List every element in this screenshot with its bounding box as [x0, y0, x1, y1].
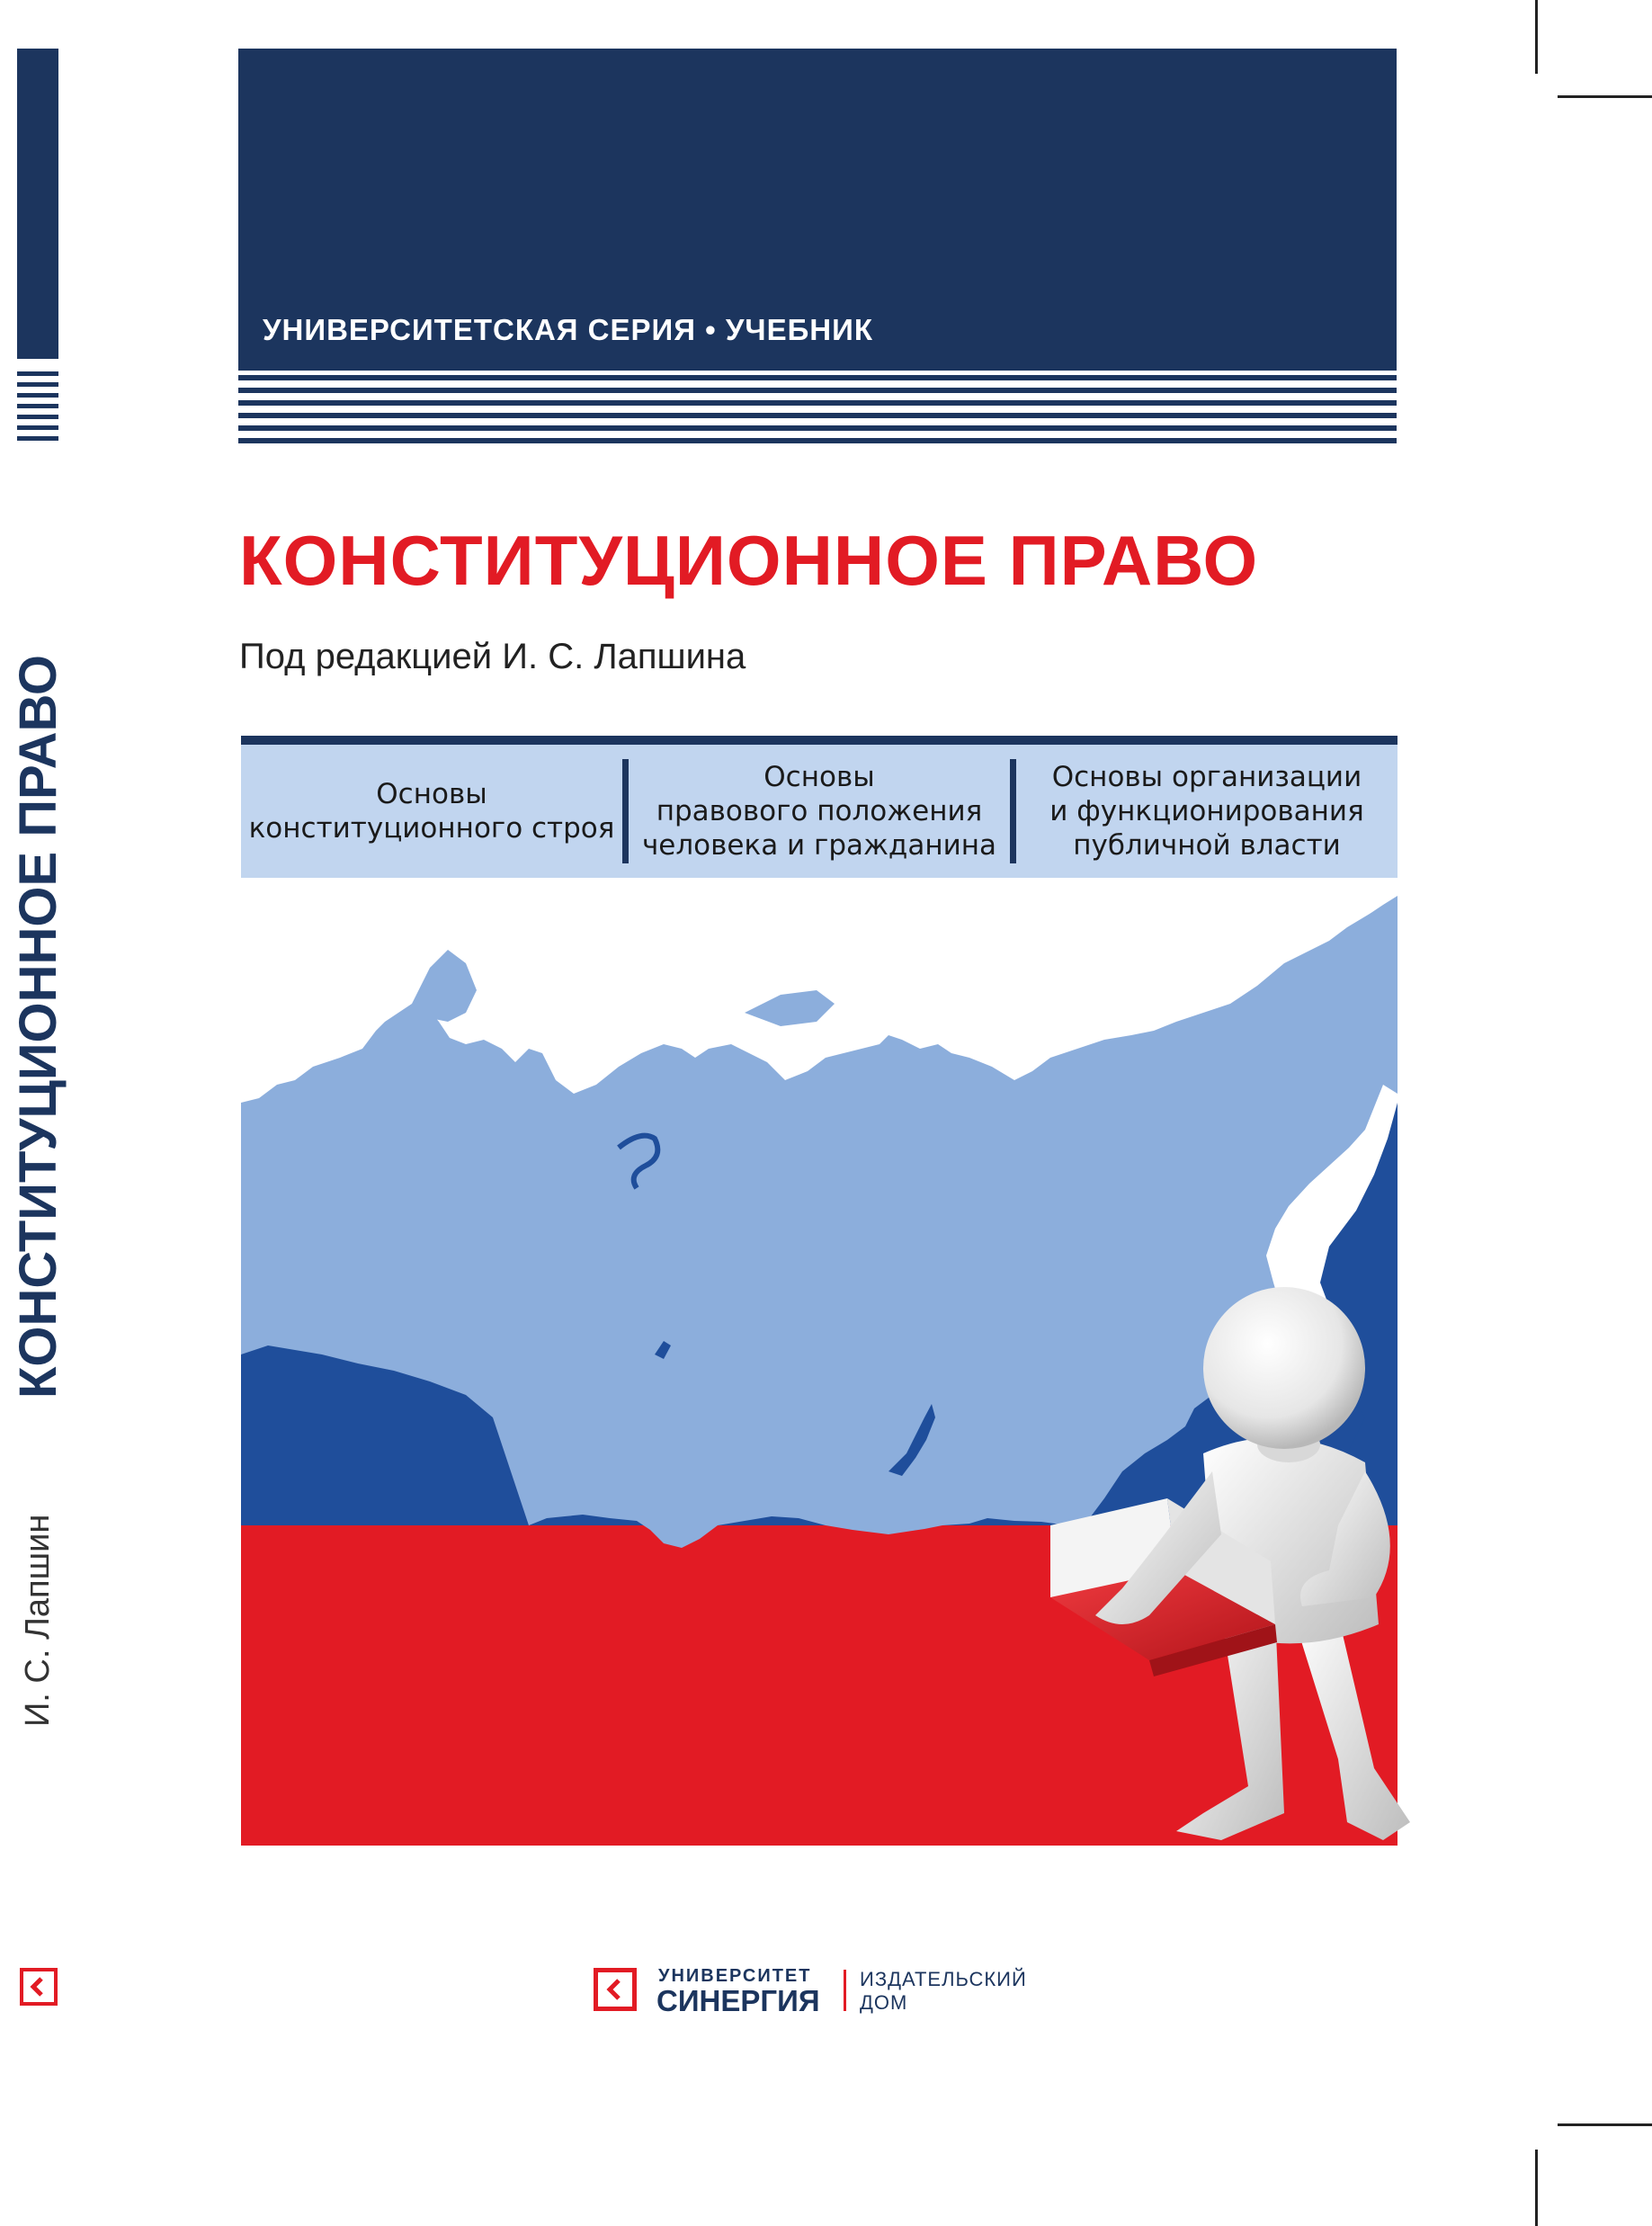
spine-title: КОНСТИТУЦИОННОЕ ПРАВО: [9, 654, 67, 1399]
header-stripe: [238, 413, 1397, 418]
book-title: КОНСТИТУЦИОННОЕ ПРАВО: [239, 521, 1259, 600]
crop-mark: [1535, 0, 1538, 74]
header-stripe: [238, 388, 1397, 393]
topics-band: [241, 745, 1398, 878]
series-label: УНИВЕРСИТЕТСКАЯ СЕРИЯ • УЧЕБНИК: [263, 313, 873, 346]
spine-header-bar: [17, 49, 58, 359]
topic-item: Основы организации и функционирования публичной власти: [1049, 761, 1364, 862]
topic-item: Основы конституционного строя: [248, 778, 615, 845]
cover-illustration: [241, 878, 1398, 1846]
spine-stripe: [17, 425, 58, 430]
header-stripe: [238, 425, 1397, 431]
spine-stripe: [17, 436, 58, 441]
crop-mark: [1558, 95, 1652, 98]
spine-stripe: [17, 371, 58, 376]
topic-divider: [622, 759, 629, 863]
spine-stripe: [17, 393, 58, 398]
header-stripe: [238, 400, 1397, 406]
publisher-line1: УНИВЕРСИТЕТ: [658, 1966, 812, 1986]
book-editor: Под редакцией И. С. Лапшина: [239, 637, 746, 676]
spine-stripe: [17, 415, 58, 419]
publisher-house: ИЗДАТЕЛЬСКИЙ ДОМ: [860, 1968, 1027, 2014]
topics-top-bar: [241, 736, 1398, 745]
spine-author: И. С. Лапшин: [19, 1514, 57, 1727]
spine-stripe: [17, 404, 58, 408]
header-stripe: [238, 438, 1397, 443]
crop-mark: [1558, 2123, 1652, 2126]
synergy-logo-icon: [20, 1968, 58, 2006]
header-stripe: [238, 375, 1397, 380]
topic-divider: [1010, 759, 1016, 863]
spine-stripe: [17, 382, 58, 387]
crop-mark: [1535, 2150, 1538, 2226]
topic-item: Основы правового положения человека и гражданина: [641, 761, 997, 862]
synergy-logo-icon: [594, 1968, 637, 2011]
publisher-separator: [844, 1970, 846, 2011]
publisher-line2: СИНЕРГИЯ: [656, 1984, 820, 2017]
